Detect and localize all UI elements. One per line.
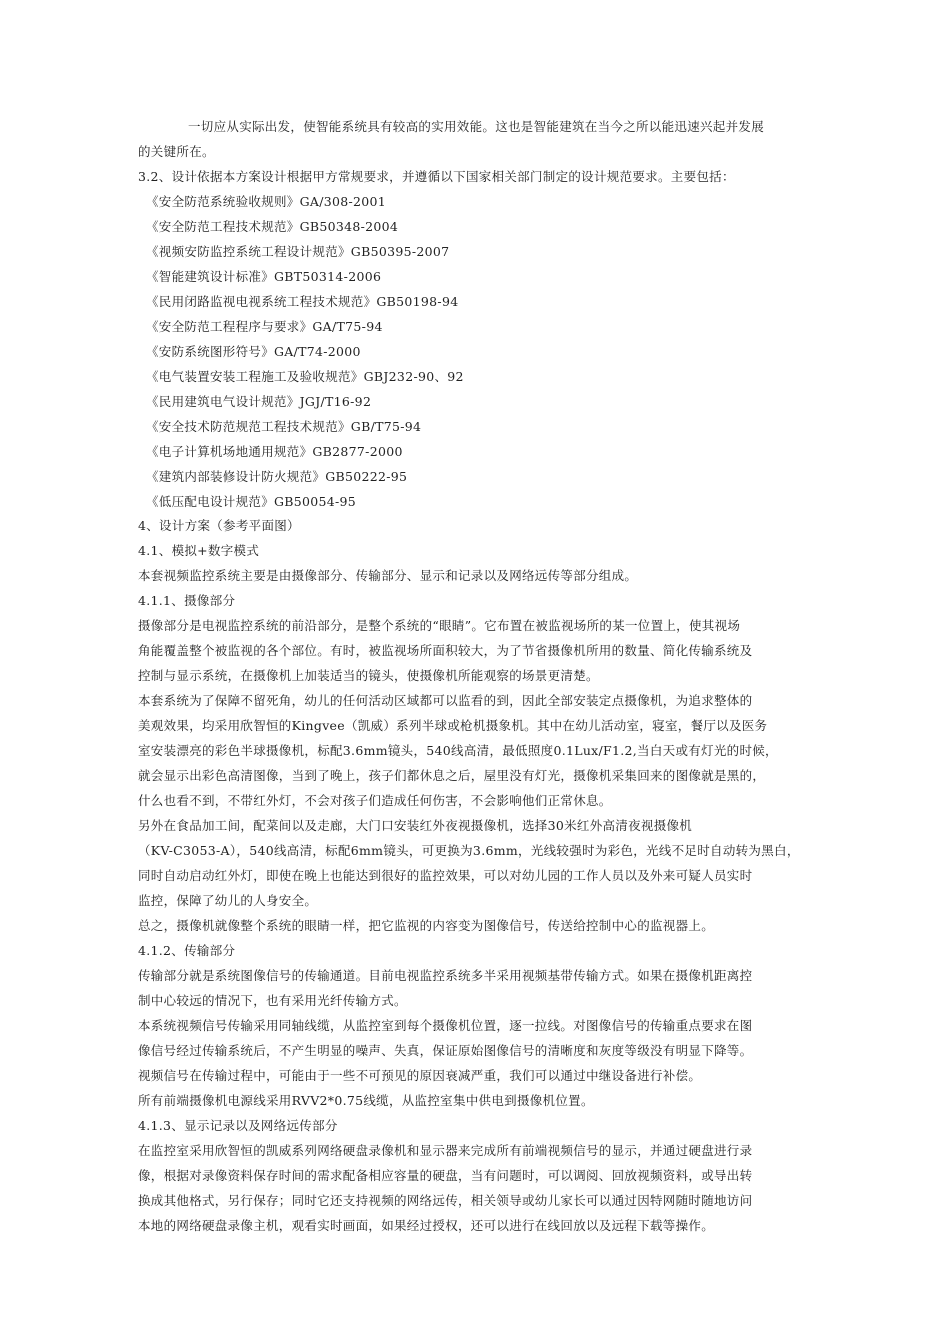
- section-heading: 4、设计方案（参考平面图）: [138, 518, 300, 533]
- paragraph-line: 控制与显示系统，在摄像机上加装适当的镜头，使摄像机所能观察的场景更清楚。: [138, 668, 599, 683]
- section-heading: 3.2、设计依据本方案设计根据甲方常规要求，并遵循以下国家相关部门制定的设计规范要求。主要包括：: [138, 169, 735, 184]
- paragraph-line: 换成其他格式，另行保存；同时它还支持视频的网络远传，相关领导或幼儿家长可以通过因特网随时随地访问: [138, 1193, 753, 1208]
- paragraph-line: 视频信号在传输过程中，可能由于一些不可预见的原因衰减严重，我们可以通过中继设备进行补偿。: [138, 1068, 702, 1083]
- standard-item: 《安全技术防范规范工程技术规范》GB/T75-94: [146, 419, 422, 434]
- section-heading: 4.1.1、摄像部分: [138, 593, 236, 608]
- standard-item: 《安全防范系统验收规则》GA/308-2001: [146, 194, 387, 209]
- standard-item: 《民用建筑电气设计规范》JGJ/T16-92: [146, 394, 372, 409]
- paragraph-line: 制中心较远的情况下，也有采用光纤传输方式。: [138, 993, 407, 1008]
- paragraph-line: 本套视频监控系统主要是由摄像部分、传输部分、显示和记录以及网络远传等部分组成。: [138, 568, 638, 583]
- paragraph-line: 像，根据对录像资料保存时间的需求配备相应容量的硬盘，当有问题时，可以调阅、回放视频资料，或导出转: [138, 1168, 753, 1183]
- paragraph-line: 角能覆盖整个被监视的各个部位。有时，被监视场所面积较大，为了节省摄像机所用的数量、简化传输系统及: [138, 643, 753, 658]
- paragraph-line: 同时自动启动红外灯，即使在晚上也能达到很好的监控效果，可以对幼儿园的工作人员以及外来可疑人员实时: [138, 868, 753, 883]
- paragraph-line: 室安装漂亮的彩色半球摄像机，标配3.6mm镜头，540线高清，最低照度0.1Lux/F1.2,当白天或有灯光的时候，: [138, 743, 778, 758]
- section-heading: 4.1、模拟+数字模式: [138, 543, 260, 558]
- paragraph-line: 美观效果，均采用欣智恒的Kingvee（凯威）系列半球或枪机摄象机。其中在幼儿活动室，寝室，餐厅以及医务: [138, 718, 768, 733]
- standard-item: 《安全防范工程技术规范》GB50348-2004: [146, 219, 399, 234]
- standard-item: 《民用闭路监视电视系统工程技术规范》GB50198-94: [146, 294, 459, 309]
- standard-item: 《安全防范工程程序与要求》GA/T75-94: [146, 319, 383, 334]
- paragraph-line: 一切应从实际出发，使智能系统具有较高的实用效能。这也是智能建筑在当今之所以能迅速兴起并发展: [188, 119, 765, 134]
- section-heading: 4.1.2、传输部分: [138, 943, 236, 958]
- paragraph-line: 总之，摄像机就像整个系统的眼睛一样，把它监视的内容变为图像信号，传送给控制中心的监视器上。: [138, 918, 715, 933]
- standard-item: 《智能建筑设计标准》GBT50314-2006: [146, 269, 382, 284]
- standard-item: 《安防系统图形符号》GA/T74-2000: [146, 344, 361, 359]
- paragraph-line: 本地的网络硬盘录像主机，观看实时画面，如果经过授权，还可以进行在线回放以及远程下载等操作。: [138, 1218, 715, 1233]
- paragraph-line: 监控，保障了幼儿的人身安全。: [138, 893, 318, 908]
- standard-item: 《建筑内部装修设计防火规范》GB50222-95: [146, 469, 408, 484]
- paragraph-line: （KV-C3053-A），540线高清，标配6mm镜头，可更换为3.6mm，光线较强时为彩色，光线不足时自动转为黑白，: [138, 843, 800, 858]
- paragraph-line: 的关键所在。: [138, 144, 215, 159]
- paragraph-line: 摄像部分是电视监控系统的前沿部分，是整个系统的“眼睛”。它布置在被监视场所的某一位置上，使其视场: [138, 618, 741, 633]
- section-heading: 4.1.3、显示记录以及网络远传部分: [138, 1118, 338, 1133]
- paragraph-line: 另外在食品加工间，配菜间以及走廊，大门口安装红外夜视摄像机，选择30米红外高清夜视摄像机: [138, 818, 693, 833]
- standard-item: 《电气装置安装工程施工及验收规范》GBJ232-90、92: [146, 369, 464, 384]
- standard-item: 《视频安防监控系统工程设计规范》GB50395-2007: [146, 244, 450, 259]
- paragraph-line: 本系统视频信号传输采用同轴线缆，从监控室到每个摄像机位置，逐一拉线。对图像信号的传输重点要求在图: [138, 1018, 753, 1033]
- paragraph-line: 像信号经过传输系统后，不产生明显的噪声、失真，保证原始图像信号的清晰度和灰度等级没有明显下降等。: [138, 1043, 753, 1058]
- paragraph-line: 本套系统为了保障不留死角，幼儿的任何活动区域都可以监看的到，因此全部安装定点摄像机，为追求整体的: [138, 693, 753, 708]
- paragraph-line: 所有前端摄像机电源线采用RVV2*0.75线缆，从监控室集中供电到摄像机位置。: [138, 1093, 594, 1108]
- paragraph-line: 在监控室采用欣智恒的凯威系列网络硬盘录像机和显示器来完成所有前端视频信号的显示，并通过硬盘进行录: [138, 1143, 753, 1158]
- paragraph-line: 就会显示出彩色高清图像，当到了晚上，孩子们都休息之后，屋里没有灯光，摄像机采集回来的图像就是黑的，: [138, 768, 766, 783]
- paragraph-line: 传输部分就是系统图像信号的传输通道。目前电视监控系统多半采用视频基带传输方式。如果在摄像机距离控: [138, 968, 753, 983]
- standard-item: 《低压配电设计规范》GB50054-95: [146, 494, 357, 509]
- standard-item: 《电子计算机场地通用规范》GB2877-2000: [146, 444, 403, 459]
- paragraph-line: 什么也看不到，不带红外灯，不会对孩子们造成任何伤害，不会影响他们正常休息。: [138, 793, 612, 808]
